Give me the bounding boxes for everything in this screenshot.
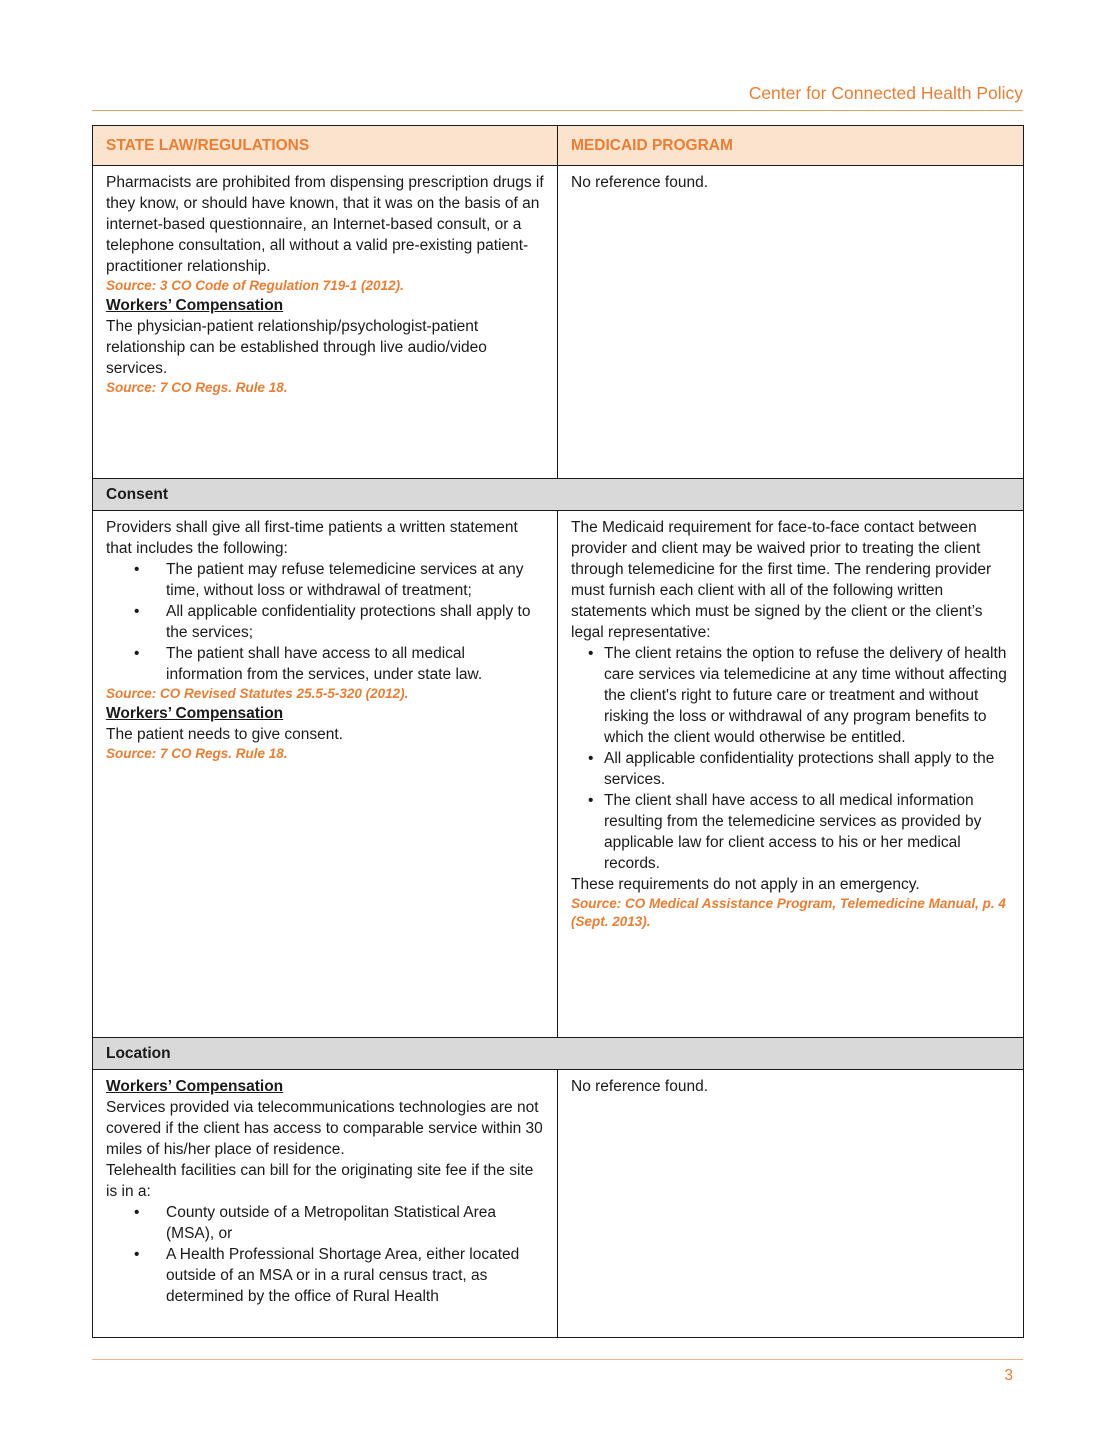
footer-rule: [92, 1359, 1023, 1360]
section-row-location: [93, 1038, 1024, 1070]
page-header: [92, 82, 1023, 111]
page-footer: [92, 1359, 1023, 1385]
paragraph: The patient needs to give consent.: [106, 726, 343, 743]
cell-row1-medicaid: [558, 166, 1024, 479]
header-title: Center for Connected Health Policy: [748, 83, 1023, 103]
table-row-consent: [93, 511, 1024, 1038]
list-item: • All applicable confidentiality protections shall apply to the services;: [106, 601, 544, 643]
source-citation: Source: 3 CO Code of Regulation 719-1 (2012).: [106, 278, 404, 293]
paragraph: The physician-patient relationship/psychologist-patient relationship can be established through live audio/video services.: [106, 318, 487, 377]
no-reference-text: No reference found.: [571, 174, 709, 191]
page-number: 3: [1004, 1367, 1013, 1384]
table-header-row: [93, 126, 1024, 166]
header-rule: [92, 110, 1023, 111]
paragraph: Providers shall give all first-time patients a written statement that includes the following:: [106, 519, 518, 557]
no-reference-text: No reference found.: [571, 1078, 709, 1095]
cell-location-medicaid: [558, 1070, 1024, 1338]
section-header-location: Location: [93, 1038, 1024, 1070]
section-header-consent: Consent: [93, 479, 1024, 511]
source-citation: Source: CO Medical Assistance Program, Telemedicine Manual, p. 4 (Sept. 2013).: [571, 896, 1006, 929]
paragraph: Telehealth facilities can bill for the originating site fee if the site is in a:: [106, 1162, 534, 1200]
workers-compensation-heading: Workers’ Compensation: [106, 297, 284, 314]
cell-consent-medicaid: [558, 511, 1024, 1038]
policy-table: [92, 125, 1024, 1338]
cell-location-state-law: [93, 1070, 558, 1338]
cell-row1-state-law: [93, 166, 558, 479]
cell-consent-state-law: [93, 511, 558, 1038]
workers-compensation-heading: Workers’ Compensation: [106, 1078, 284, 1095]
bullet-list: [106, 559, 544, 685]
paragraph: These requirements do not apply in an emergency.: [571, 876, 920, 893]
column-header-medicaid: MEDICAID PROGRAM: [558, 126, 1024, 166]
list-item: • The patient may refuse telemedicine services at any time, without loss or withdrawal of treatment;: [106, 559, 544, 601]
paragraph: Pharmacists are prohibited from dispensing prescription drugs if they know, or should have known, that it was on the basis of an internet-based questionnaire, an Internet-based consult, or a telephone consultation, all without a valid pre-existing patient-practitioner relationship.: [106, 174, 544, 275]
list-item: • County outside of a Metropolitan Statistical Area (MSA), or: [106, 1202, 544, 1244]
table-row-online-prescribing: [93, 166, 1024, 479]
bullet-list: [571, 643, 1010, 874]
list-item: • The client retains the option to refuse the delivery of health care services via telemedicine at any time without affecting the client's right to future care or treatment and without risking the loss or withdrawal of any program benefits to which the client would otherwise be entitled.: [571, 643, 1010, 748]
list-item: • The patient shall have access to all medical information from the services, under state law.: [106, 643, 544, 685]
source-citation: Source: 7 CO Regs. Rule 18.: [106, 380, 288, 395]
table-row-location: [93, 1070, 1024, 1338]
list-item: • The client shall have access to all medical information resulting from the telemedicine services as provided by applicable law for client access to his or her medical records.: [571, 790, 1010, 874]
list-item: • A Health Professional Shortage Area, either located outside of an MSA or in a rural census tract, as determined by the office of Rural Health: [106, 1244, 544, 1307]
paragraph: Services provided via telecommunications technologies are not covered if the client has access to comparable service within 30 miles of his/her place of residence.: [106, 1099, 543, 1158]
list-item: • All applicable confidentiality protections shall apply to the services.: [571, 748, 1010, 790]
section-row-consent: [93, 479, 1024, 511]
bullet-list: [106, 1202, 544, 1307]
workers-compensation-heading: Workers’ Compensation: [106, 705, 284, 722]
column-header-state-law: STATE LAW/REGULATIONS: [93, 126, 558, 166]
source-citation: Source: CO Revised Statutes 25.5-5-320 (2012).: [106, 686, 409, 701]
paragraph: The Medicaid requirement for face-to-face contact between provider and client may be waived prior to treating the client through telemedicine for the first time. The rendering provider must furnish each client with all of the following written statements which must be signed by the client or the client’s legal representative:: [571, 519, 992, 641]
source-citation: Source: 7 CO Regs. Rule 18.: [106, 746, 288, 761]
